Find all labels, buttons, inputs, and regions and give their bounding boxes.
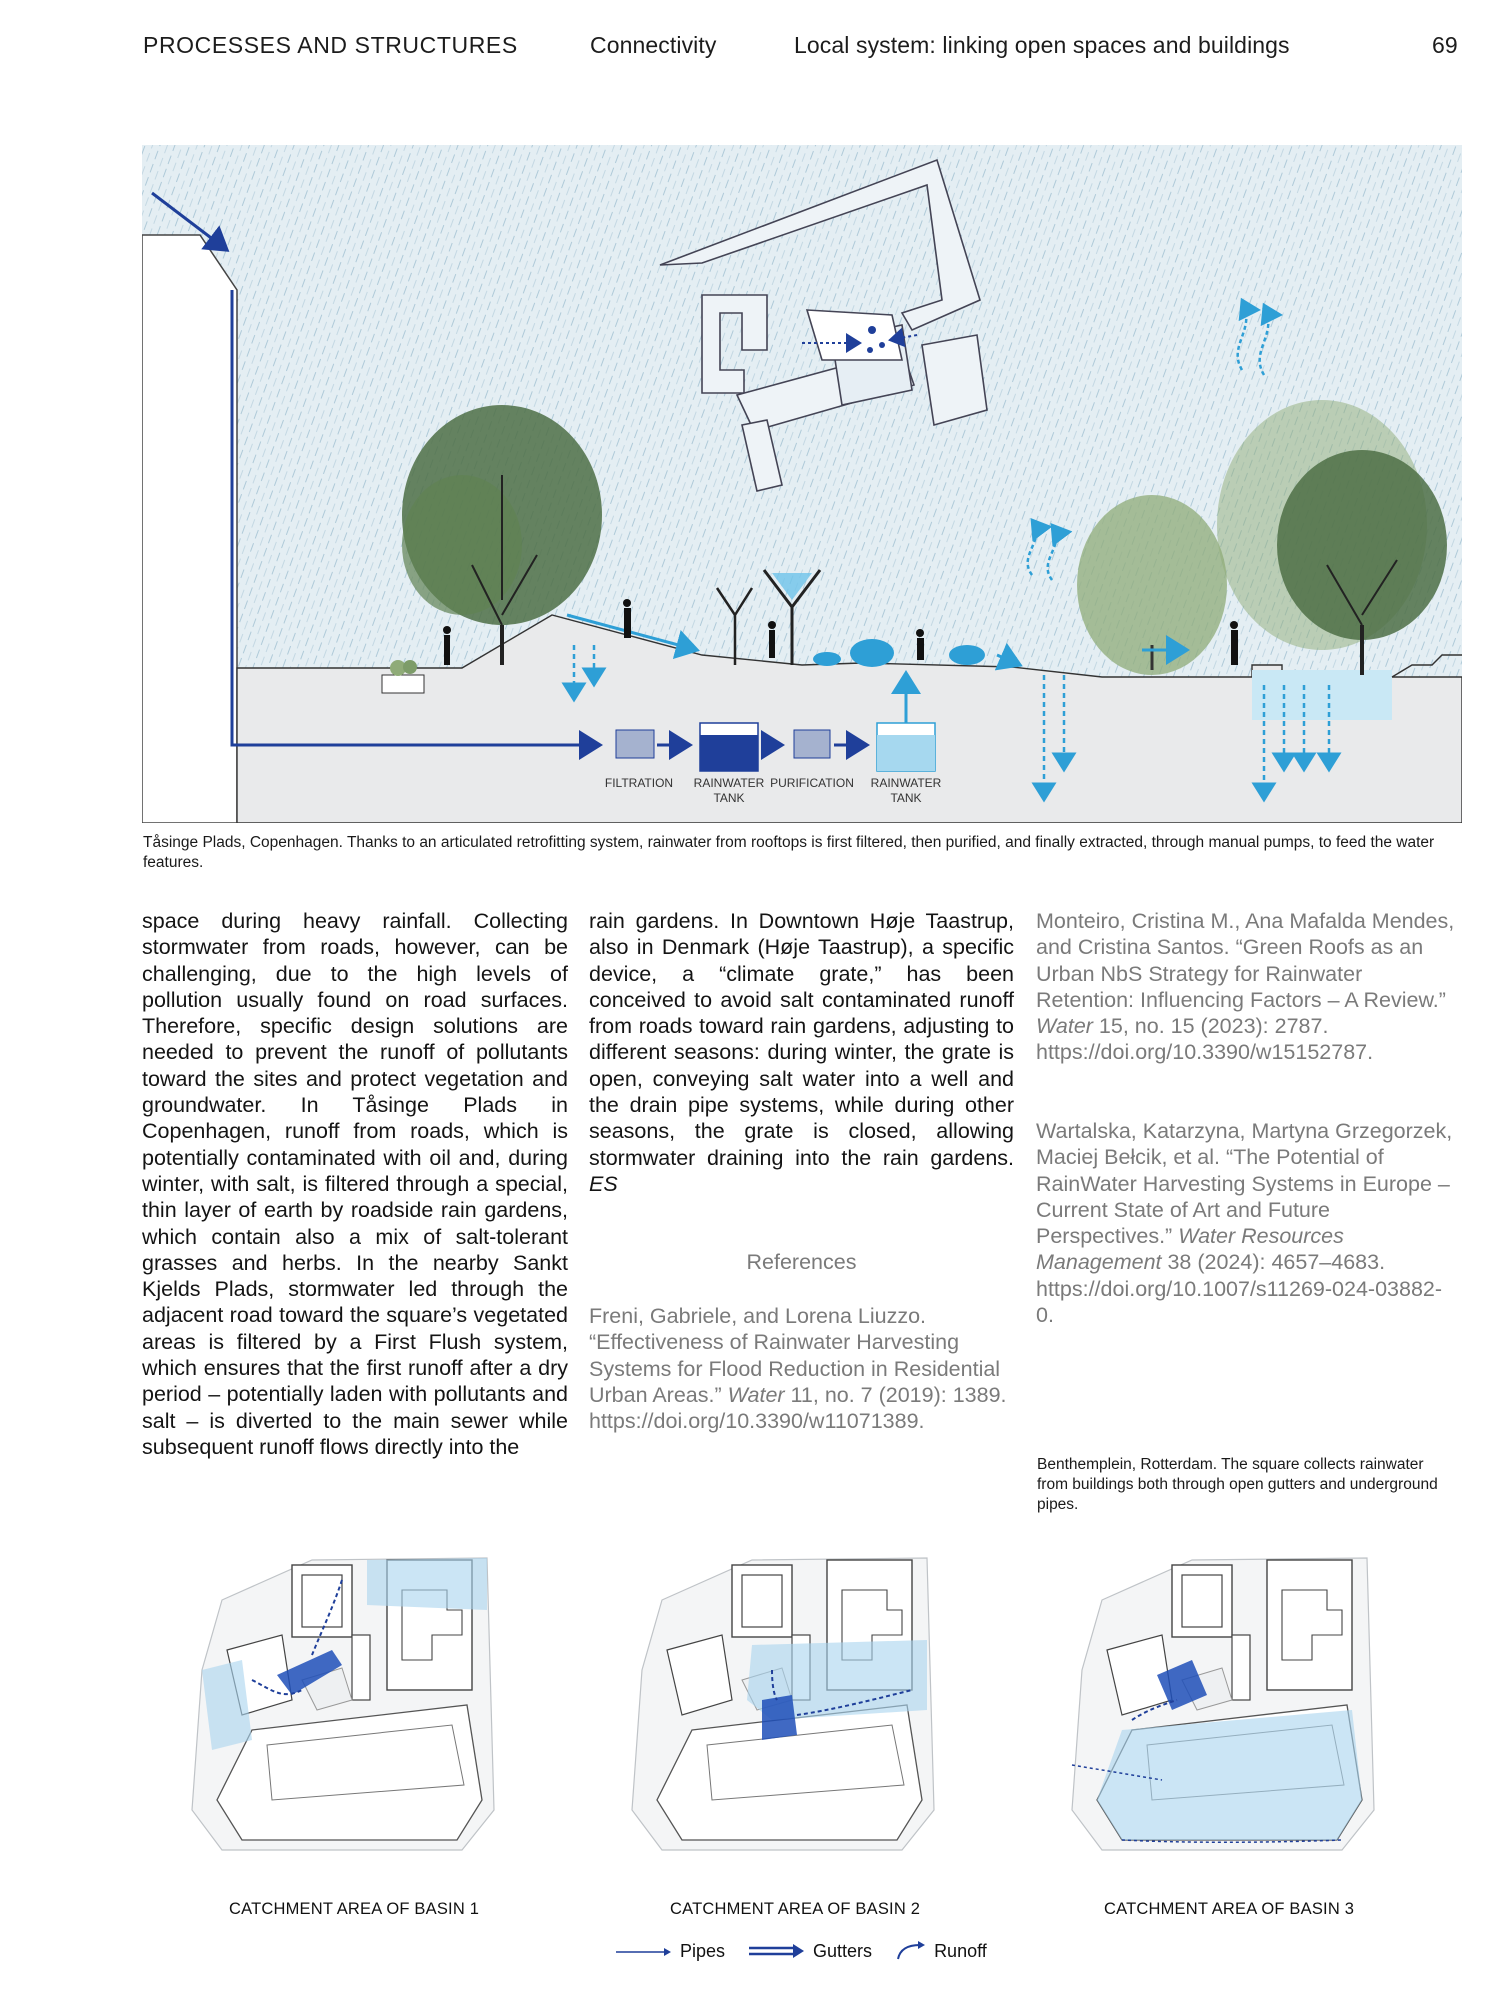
running-header-topic: Local system: linking open spaces and buildings (794, 32, 1290, 58)
filtration-box (616, 730, 654, 758)
references-heading: References (746, 1250, 857, 1274)
building (142, 235, 237, 823)
running-header-subsection: Connectivity (590, 32, 717, 58)
catchment-maps-svg (142, 1535, 1462, 1865)
runoff-curve-icon (894, 1941, 926, 1961)
tasinge-plads-section-diagram (142, 145, 1462, 823)
reference-item: Monteiro, Cristina M., Ana Mafalda Mendes, and Cristina Santos. “Green Roofs as an Urban NbS Strategy for Rainwater Retention: Influencing Factors – A Review.” Water 15, no. 15 (2023): 2787. https://doi.org/10.3390/w15152787. (1036, 909, 1455, 1065)
planter-box (382, 675, 424, 693)
basin-2-map (632, 1558, 934, 1850)
basin-3-label: CATCHMENT AREA OF BASIN 3 (1104, 1900, 1355, 1918)
legend-gutters (747, 1941, 872, 1962)
tree-right-light (1077, 495, 1227, 675)
figure-caption-tasinge: Tåsinge Plads, Copenhagen. Thanks to an articulated retrofitting system, rainwater from rooftops is first filtered, then purified, and finally extracted, through manual pumps, to feed the water features. (143, 834, 1435, 871)
gutters-line-icon (747, 1942, 805, 1960)
purification-box (794, 730, 830, 758)
legend-pipes (614, 1941, 725, 1962)
label-rainwater-tank-1: RAINWATER (693, 776, 765, 790)
legend-runoff-label: Runoff (934, 1940, 987, 1961)
author-signature: ES (589, 1171, 618, 1196)
map-legend (614, 1938, 1009, 1964)
svg-text:TANK: TANK (713, 791, 745, 805)
section-diagram-svg (142, 145, 1462, 823)
basin-1-map (192, 1558, 494, 1850)
label-rainwater-tank-2: RAINWATER (870, 776, 942, 790)
basin-1-label: CATCHMENT AREA OF BASIN 1 (229, 1900, 480, 1918)
running-header-section: PROCESSES AND STRUCTURES (143, 32, 518, 58)
basin-3-map (1072, 1558, 1374, 1850)
water-basin (1252, 670, 1392, 720)
body-column-1: space during heavy rainfall. Collecting stormwater from roads, however, can be challenging, due to the high levels of pollution usually found on road surfaces. Therefore, specific design solutions are needed to prevent the runoff of pollutants toward the sites and protect vegetation and groundwater. In Tåsinge Plads in Copenhagen, runoff from roads, which is potentially contaminated with oil and, during winter, with salt, is filtered through a special, thin layer of earth by roadside rain gardens, which contain also a mix of salt-tolerant grasses and herbs. In the nearby Sankt Kjelds Plads, stormwater led through the adjacent road toward the square’s vegetated areas is filtered by a First Flush system, which ensures that the first runoff after a dry period – potentially laden with pollutants and salt – is diverted to the main sewer while subsequent runoff flows directly into the (142, 909, 568, 1459)
label-filtration: FILTRATION (604, 776, 674, 790)
legend-gutters-label: Gutters (813, 1940, 873, 1961)
reference-item: Freni, Gabriele, and Lorena Liuzzo. “Effectiveness of Rainwater Harvesting Systems for Flood Reduction in Residential Urban Areas.” Water 11, no. 7 (2019): 1389. https://doi.org/10.3390/w11071389. (589, 1304, 1007, 1434)
body-column-2-text: rain gardens. In Downtown Høje Taastrup, also in Denmark (Høje Taastrup), a specific device, a “climate grate,” has been conceived to avoid salt contaminated runoff from roads toward rain gardens, adjusting to different seasons: during winter, the grate is open, conveying salt water into a well and the drain pipe systems, while during other seasons, the grate is closed, allowing stormwater draining into the rain gardens. (589, 909, 1014, 1170)
basin-2-label: CATCHMENT AREA OF BASIN 2 (670, 1900, 921, 1918)
pipes-line-icon (614, 1944, 672, 1958)
label-purification: PURIFICATION (770, 776, 854, 790)
legend-pipes-label: Pipes (680, 1940, 726, 1961)
svg-text:TANK: TANK (890, 791, 922, 805)
page-number: 69 (1432, 32, 1458, 58)
catchment-maps (142, 1535, 1462, 1865)
legend-runoff (894, 1941, 987, 1962)
figure-caption-benthemplein: Benthemplein, Rotterdam. The square collects rainwater from buildings both through open gutters and underground pipes. (1037, 1456, 1438, 1513)
reference-item: Wartalska, Katarzyna, Martyna Grzegorzek, Maciej Bełcik, et al. “The Potential of RainWater Harvesting Systems in Europe – Current State of Art and Future Perspectives.” Water Resources Management 38 (2024): 4657–4683. https://doi.org/10.1007/s11269-024-03882-0. (1036, 1119, 1453, 1328)
body-column-2 (589, 908, 1014, 1197)
